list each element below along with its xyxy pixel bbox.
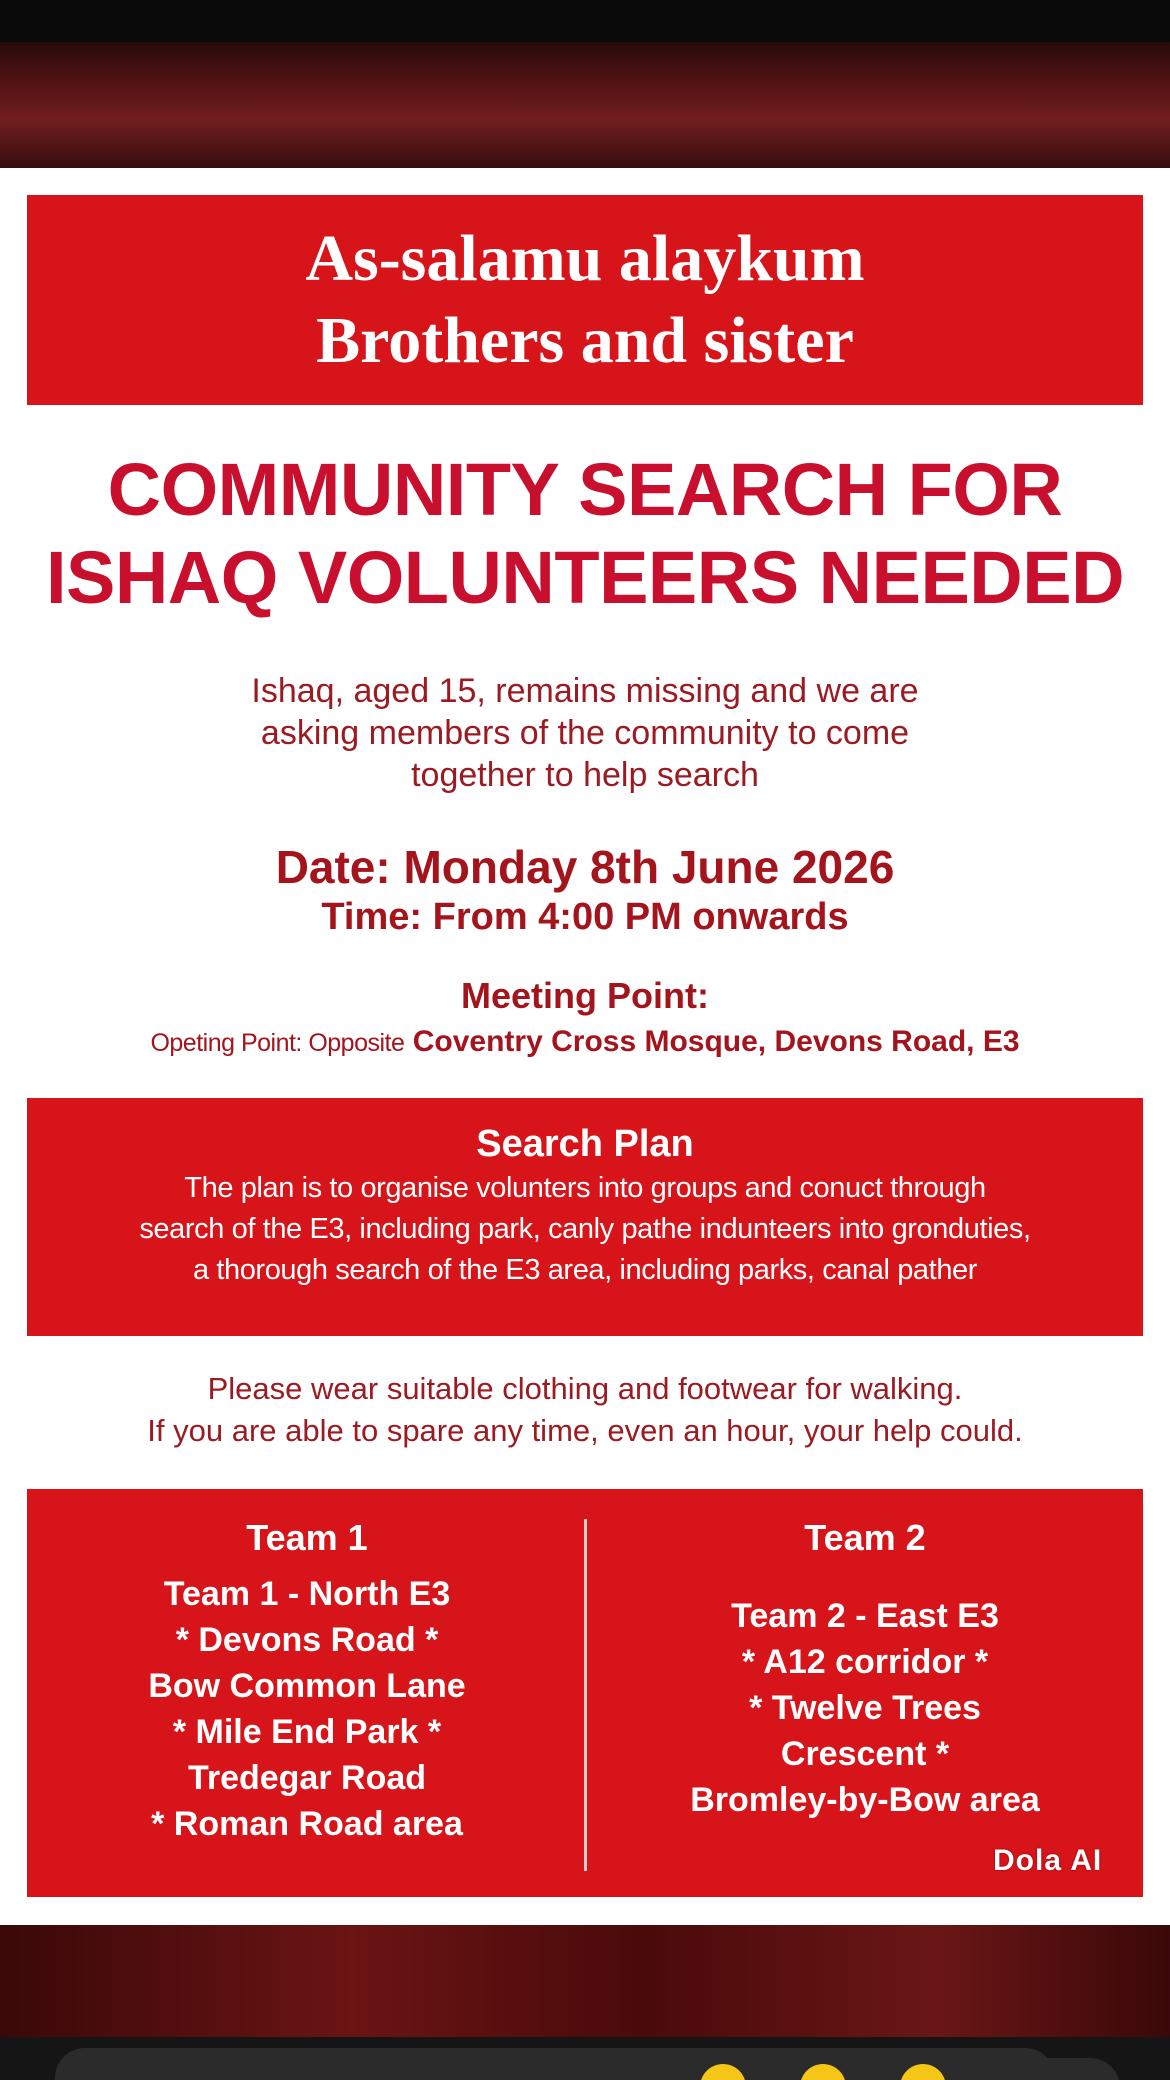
intro-line-1: Ishaq, aged 15, remains missing and we are — [251, 672, 919, 710]
team-1-line: * Mile End Park * — [172, 1713, 442, 1751]
team-2-line: * Twelve Trees — [749, 1689, 981, 1727]
bottom-action-button[interactable] — [1020, 2058, 1120, 2080]
team-2-line: Bromley-by-Bow area — [690, 1781, 1040, 1819]
greeting-line-1: As-salamu alaykum — [305, 222, 865, 295]
search-plan-line-2: search of the E3, including park, canly pathe indunteers into gronduties, — [139, 1213, 1031, 1245]
meeting-point-prefix: Opeting Point: Opposite — [150, 1029, 405, 1057]
event-time: Time: From 4:00 PM onwards — [321, 896, 849, 938]
team-2-line: Team 2 - East E3 — [731, 1597, 999, 1635]
team-1-title: Team 1 — [246, 1517, 368, 1558]
search-plan-title: Search Plan — [476, 1123, 694, 1165]
blurred-background-top — [0, 42, 1170, 168]
status-bar — [0, 0, 1170, 42]
meeting-point-title: Meeting Point: — [461, 975, 709, 1016]
advice-line-1: Please wear suitable clothing and footwear for walking. — [207, 1371, 963, 1406]
meeting-point-place: Coventry Cross Mosque, Devons Road, E3 — [412, 1025, 1020, 1058]
watermark: Dola AI — [993, 1844, 1103, 1877]
team-2-line: * A12 corridor * — [741, 1643, 989, 1681]
teams-banner — [27, 1489, 1143, 1897]
greeting-line-2: Brothers and sister — [316, 304, 854, 377]
greeting-banner — [27, 195, 1143, 405]
search-plan-line-1: The plan is to organise volunters into groups and conuct through — [184, 1172, 986, 1204]
team-1-line: Team 1 - North E3 — [163, 1575, 451, 1613]
event-date: Date: Monday 8th June 2026 — [275, 841, 895, 893]
team-2-line: Crescent * — [780, 1735, 950, 1773]
search-plan-line-3: a thorough search of the E3 area, including parks, canal pather — [192, 1254, 978, 1286]
intro-line-3: together to help search — [411, 756, 759, 794]
team-1-column — [57, 1513, 557, 1847]
headline-line-1: COMMUNITY SEARCH FOR — [107, 448, 1063, 531]
team-1-line: * Roman Road area — [151, 1805, 463, 1843]
advice-line-2: If you are able to spare any time, even an hour, your help could. — [147, 1413, 1023, 1448]
team-2-column — [615, 1513, 1115, 1823]
team-2-title: Team 2 — [804, 1517, 926, 1558]
intro-line-2: asking members of the community to come — [260, 714, 910, 752]
team-1-line: Tredegar Road — [187, 1759, 427, 1797]
headline — [0, 446, 1170, 622]
teams-divider — [584, 1519, 587, 1871]
team-1-line: Bow Common Lane — [148, 1667, 466, 1705]
meeting-point-line — [0, 1022, 1170, 1063]
headline-line-2: ISHAQ VOLUNTEERS NEEDED — [45, 536, 1125, 619]
intro-text — [0, 670, 1170, 796]
team-1-line: * Devons Road * — [175, 1621, 439, 1659]
blurred-background-bottom — [0, 1925, 1170, 2037]
advice-text — [0, 1368, 1170, 1452]
poster-image — [0, 168, 1170, 1925]
search-plan-banner — [27, 1098, 1143, 1336]
